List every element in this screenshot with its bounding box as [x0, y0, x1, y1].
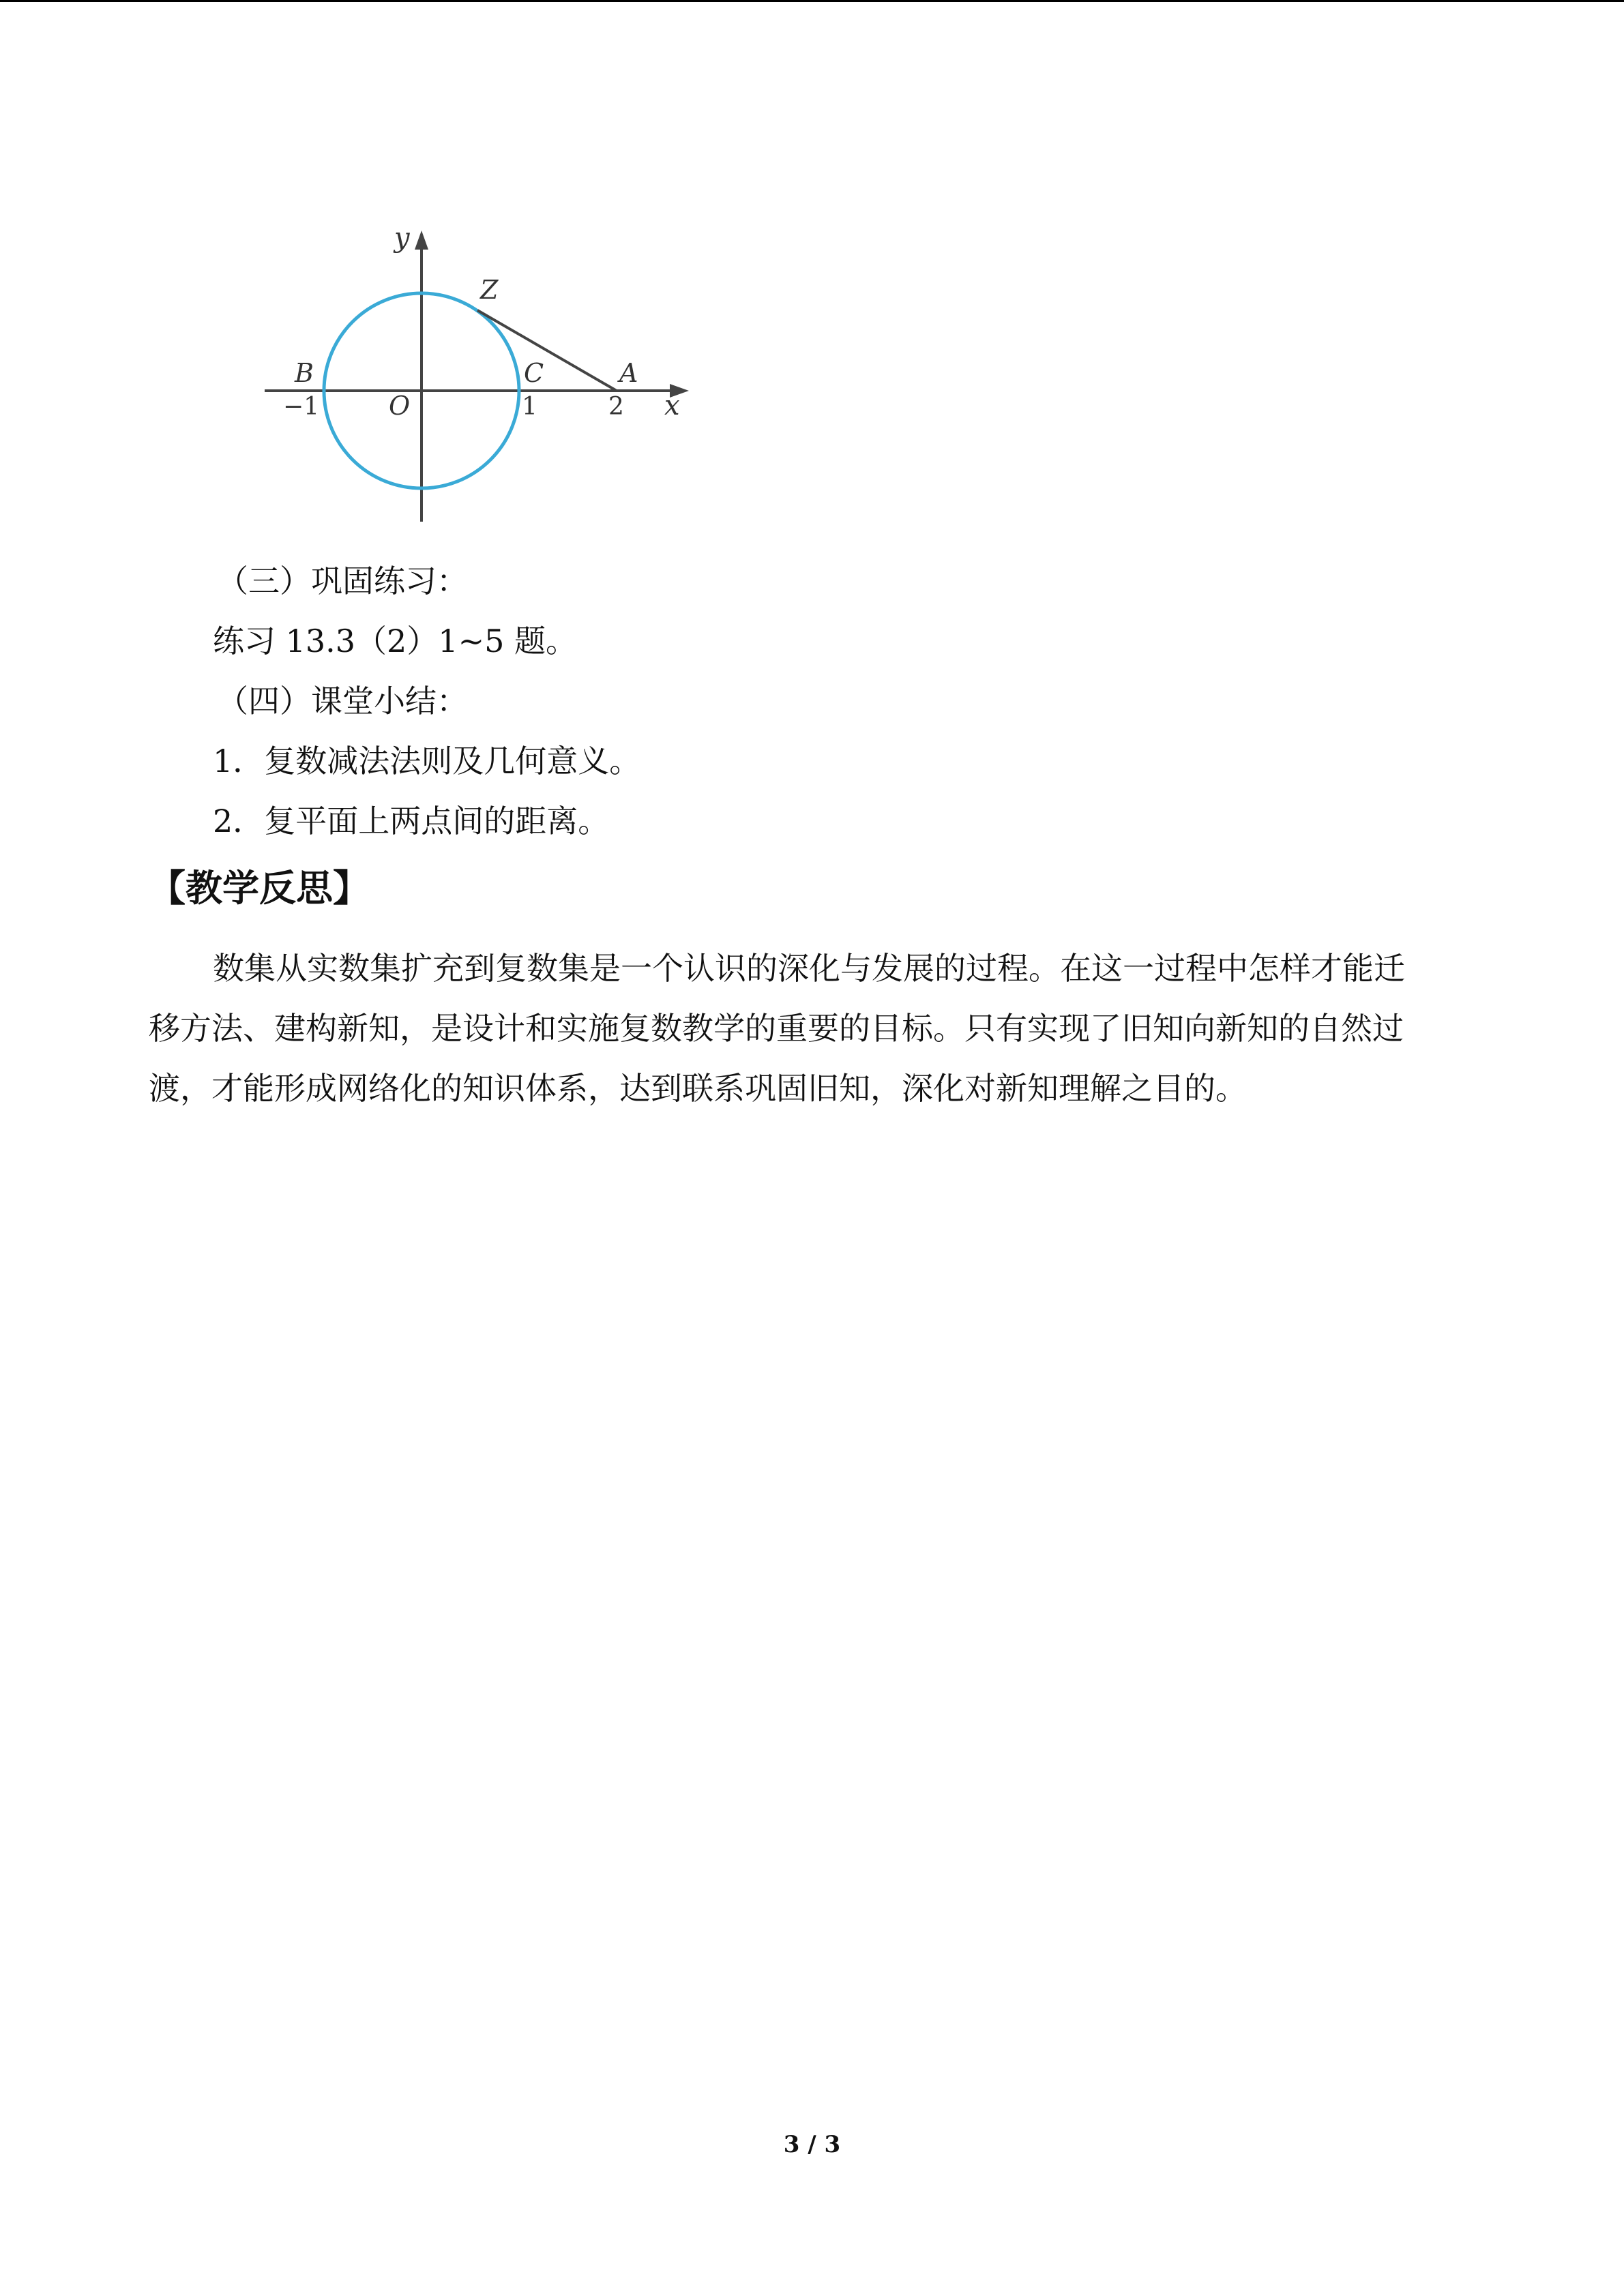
- label-y: y: [394, 222, 410, 254]
- label-a: A: [619, 358, 638, 388]
- page-number: 3 / 3: [783, 2131, 841, 2158]
- summary-heading: （四）课堂小结：: [217, 683, 468, 719]
- label-o: O: [389, 391, 411, 421]
- label-minus-one: −1: [283, 393, 320, 421]
- label-two: 2: [608, 393, 624, 421]
- label-one: 1: [522, 393, 537, 421]
- complex-plane-figure: [252, 218, 703, 539]
- reflection-heading: 【教学反思】: [149, 867, 370, 910]
- label-c: C: [524, 358, 544, 388]
- segment-za: [477, 310, 617, 391]
- practice-heading: （三）巩固练习：: [217, 563, 468, 599]
- label-b: B: [295, 358, 314, 388]
- reflection-line-2: 移方法、建构新知，是设计和实施复数教学的重要的目标。只有实现了旧知向新知的自然过: [149, 1010, 1404, 1047]
- reflection-line-3: 渡，才能形成网络化的知识体系，达到联系巩固旧知，深化对新知理解之目的。: [149, 1070, 1247, 1107]
- top-border: [0, 0, 1624, 2]
- y-axis-arrow: [415, 230, 428, 250]
- summary-item-1: 1．复数减法法则及几何意义。: [213, 743, 641, 779]
- label-x: x: [664, 390, 680, 421]
- summary-item-2: 2．复平面上两点间的距离。: [213, 803, 610, 839]
- label-z: Z: [480, 275, 499, 305]
- practice-body: 练习 13.3（2）1~5 题。: [213, 623, 578, 659]
- reflection-line-1: 数集从实数集扩充到复数集是一个认识的深化与发展的过程。在这一过程中怎样才能迁: [213, 950, 1405, 987]
